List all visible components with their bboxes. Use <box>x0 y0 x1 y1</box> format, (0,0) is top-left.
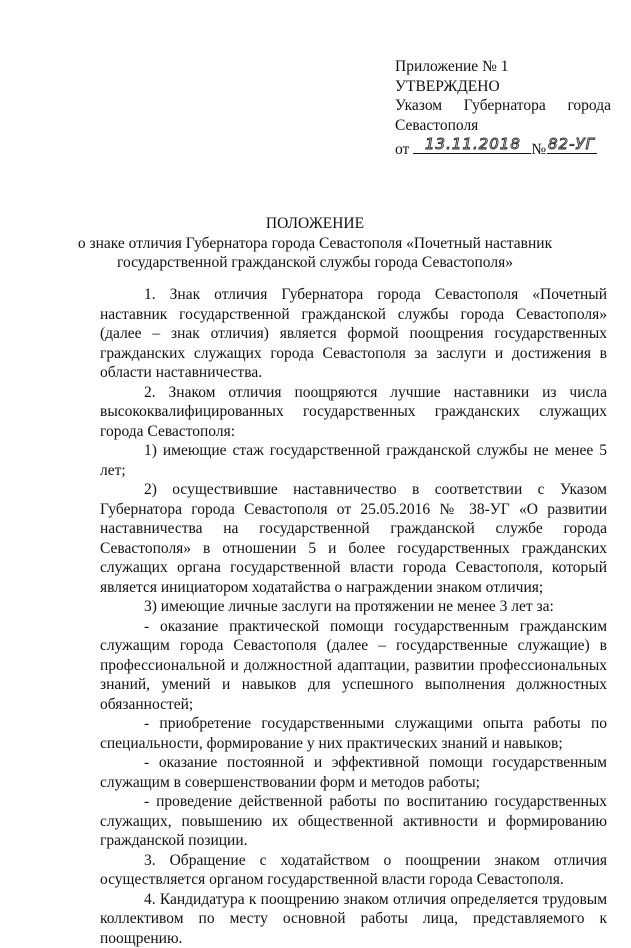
bullet-item: - оказание постоянной и эффективной помощи государственным служащим в совершенствовании форм и методов работы; <box>100 753 607 792</box>
city-label: Севастополя <box>395 116 611 136</box>
paragraph-2: 2. Знаком отличия поощряются лучшие наставники из числа высококвалифицированных государственных гражданских служащих города Севастополя: <box>100 383 607 442</box>
paragraph-2-item-2: 2) осуществившие наставничество в соответствии с Указом Губернатора города Севастополя от 25.05.2016 № 38-УГ «О развитии наставничества на государственной гражданской службе города Севастополя» в отношении 5 и более государственных гражданских служащих органа государственной власти города Севастополя, который является инициатором ходатайства о награждении знаком отличия; <box>100 480 607 597</box>
title-heading: ПОЛОЖЕНИЕ <box>70 214 560 234</box>
title-line-1: о знаке отличия Губернатора города Севастополя «Почетный наставник <box>70 234 560 254</box>
bullet-item: - приобретение государственными служащими опыта работы по специальности, формирование у них практических знаний и навыков; <box>100 714 607 753</box>
handwritten-number-svg <box>547 132 597 152</box>
approval-header <box>395 57 611 160</box>
decree-word-1: Указом <box>395 96 442 116</box>
document-title <box>70 214 560 273</box>
date-number-line <box>395 135 611 160</box>
from-label: от <box>395 140 409 160</box>
bullet-item: - проведение действенной работы по воспитанию государственных служащих, повышению их общественной активности и формированию гражданской позиции. <box>100 792 607 851</box>
handwritten-number-text: 82-УГ <box>548 135 596 153</box>
handwritten-date-text: 13.11.2018 <box>425 135 521 153</box>
approved-label: УТВЕРЖДЕНО <box>395 77 611 97</box>
appendix-label: Приложение № 1 <box>395 57 611 77</box>
decree-line <box>395 96 611 116</box>
handwritten-number <box>547 135 597 154</box>
handwritten-date <box>413 135 531 154</box>
title-line-2: государственной гражданской службы города Севастополя» <box>70 253 560 273</box>
decree-word-3: города <box>567 96 611 116</box>
handwritten-date-svg <box>413 132 531 152</box>
paragraph-4: 4. Кандидатура к поощрению знаком отличия определяется трудовым коллективом по месту основной работы лица, представляемого к поощрению. <box>100 890 607 948</box>
paragraph-3: 3. Обращение с ходатайством о поощрении знаком отличия осуществляется органом государственной власти города Севастополя. <box>100 851 607 890</box>
paragraph-2-item-1: 1) имеющие стаж государственной гражданской службы не менее 5 лет; <box>100 441 607 480</box>
decree-word-2: Губернатора <box>464 96 546 116</box>
number-sign: № <box>531 140 546 160</box>
paragraph-1: 1. Знак отличия Губернатора города Севастополя «Почетный наставник государственной гражданской службы города Севастополя» (далее – знак отличия) является формой поощрения государственных гражданских служащих города Севастополя за заслуги и достижения в области наставничества. <box>100 285 607 383</box>
bullet-item: - оказание практической помощи государственным гражданским служащим города Севастополя (далее – государственные служащие) в профессиональной и должностной адаптации, развитии профессиональных знаний, умений и навыков для успешного выполнения должностных обязанностей; <box>100 617 607 715</box>
document-body <box>100 285 607 948</box>
paragraph-2-item-3: 3) имеющие личные заслуги на протяжении не менее 3 лет за: <box>100 597 607 617</box>
